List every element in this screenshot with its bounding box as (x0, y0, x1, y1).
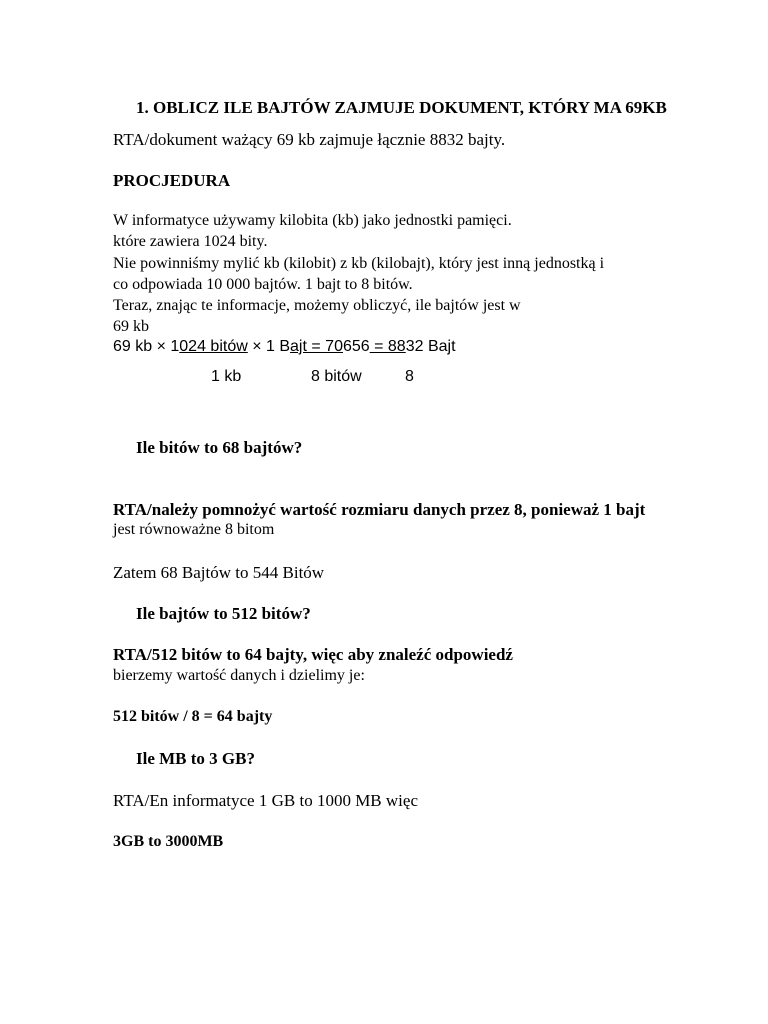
question-answer: RTA/En informatyce 1 GB to 1000 MB więc (113, 791, 418, 810)
question-answer-cont: bierzemy wartość danych i dzielimy je: (113, 667, 365, 684)
formula-part: = 88 (369, 338, 406, 355)
formula-denominator: 8 bitów (311, 368, 362, 385)
formula-denominator: 1 kb (211, 368, 242, 385)
section1-heading: 1. OBLICZ ILE BAJTÓW ZAJMUJE DOKUMENT, KTÓRY MA 69KB (136, 98, 667, 117)
question-heading: Ile bajtów to 512 bitów? (136, 604, 311, 623)
question-answer-cont: jest równoważne 8 bitom (113, 521, 275, 538)
formula-part: 69 kb × 1 (113, 338, 180, 355)
formula-part: 024 bitów (179, 338, 248, 355)
question-heading: Ile MB to 3 GB? (136, 749, 255, 768)
question-answer-bold: RTA/512 bitów to 64 bajty, więc aby znaleźć odpowiedź (113, 645, 513, 664)
question-answer-bold: RTA/należy pomnożyć wartość rozmiaru danych przez 8, ponieważ 1 bajt (113, 500, 646, 519)
formula-part: × 1 B (247, 338, 291, 355)
procedure-line: Nie powinniśmy mylić kb (kilobit) z kb (kilobajt), który jest inną jednostką i (113, 255, 605, 272)
question-heading: Ile bitów to 68 bajtów? (136, 438, 303, 457)
procedure-line: W informatyce używamy kilobita (kb) jako jednostki pamięci. (113, 212, 512, 229)
procedure-line: 69 kb (113, 318, 149, 335)
procedure-label: PROCJEDURA (113, 171, 231, 190)
question-result: 512 bitów / 8 = 64 bajty (113, 708, 273, 725)
formula-part: 32 Bajt (405, 338, 456, 355)
question-result: 3GB to 3000MB (113, 833, 224, 850)
procedure-line: co odpowiada 10 000 bajtów. 1 bajt to 8 bitów. (113, 276, 413, 293)
formula-part: ajt = 70 (290, 338, 343, 355)
procedure-line: które zawiera 1024 bity. (113, 233, 268, 250)
section1-answer: RTA/dokument ważący 69 kb zajmuje łącznie 8832 bajty. (113, 130, 506, 149)
formula-part: 656 (342, 338, 370, 355)
conversion-formula (113, 339, 456, 355)
formula-denominator: 8 (405, 368, 414, 385)
question-result: Zatem 68 Bajtów to 544 Bitów (113, 563, 325, 582)
procedure-line: Teraz, znając te informacje, możemy obliczyć, ile bajtów jest w (113, 297, 521, 314)
